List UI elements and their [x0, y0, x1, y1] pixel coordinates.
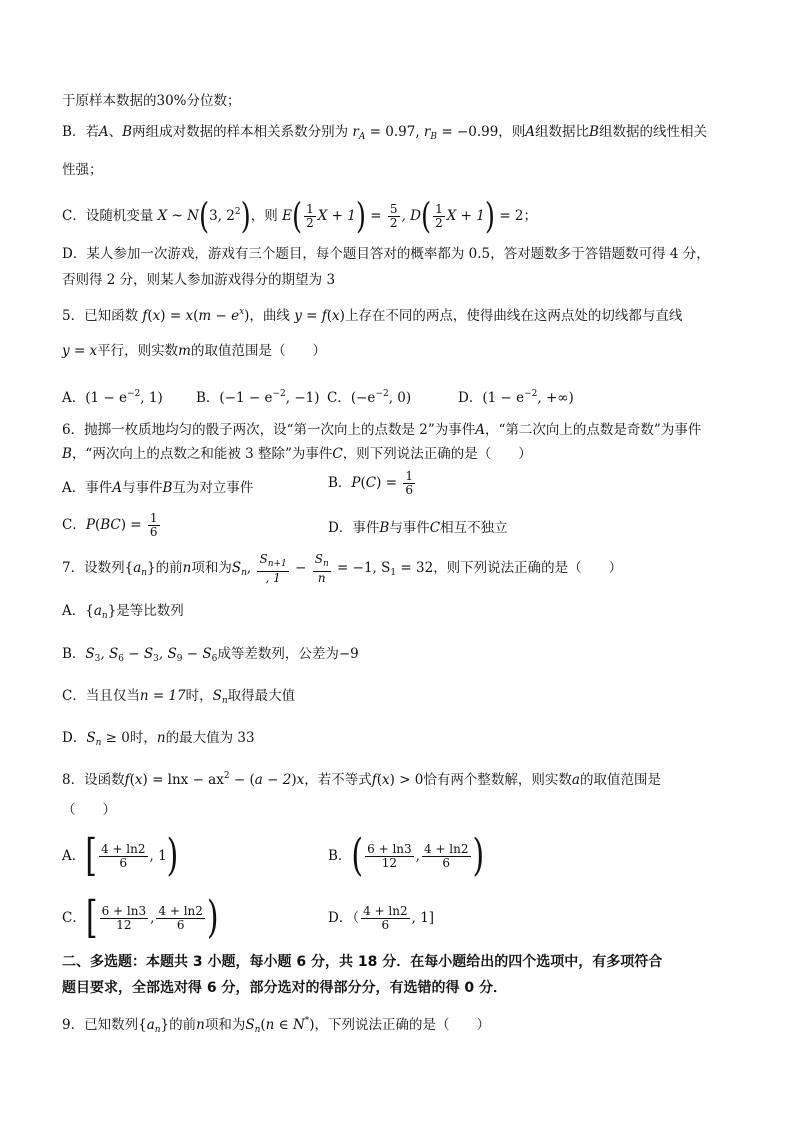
- q8-option-b: B．( $\frac{6 + \ln 3}{12}$ , $\frac{4 + \ln 2}{6}$ ): [328, 830, 485, 882]
- section-heading-cont: 题目要求，全部选对得 6 分，部分选对的得部分分，有选错的得 0 分．: [62, 980, 507, 996]
- q8-option-d: D．（ $\frac{4 + \ln 2}{6}$ , 1]: [328, 904, 435, 932]
- q5-option-b: B．($-1 - e^{-2}$, −1): [196, 389, 320, 406]
- question-6: 6．抛掷一枚质地均匀的骰子两次，设“第一次向上的点数是 2”为事件A，“第二次向上的点数是奇数”为事件: [62, 422, 702, 438]
- q4-option-c: C．设随机变量 X ~ N(3, $2^2$)，则 E( $\frac{1}{2}$ X + 1) = $\frac{5}{2}$ , D( $\frac{1}{2}$ X + 1) = 2；: [62, 196, 538, 237]
- text-line: 性强；: [62, 162, 103, 178]
- question-9: 9．已知数列$\{a_n\}$的前n项和为$S_n(n$ ∈ N*)，下列说法正确的是（ ）: [62, 1016, 491, 1035]
- question-8: 8．设函数$f(x) = \ln x - ax^2 - (a - 2)x$，若不等式f(x) > 0恰有两个整数解，则实数a的取值范围是: [62, 771, 661, 788]
- q7-option-d: D．$S_n \ge 0$时，n的最大值为 33: [62, 730, 255, 748]
- question-5: 5．已知函数 $f(x) = x(m - e^x)$，曲线 y = f(x)上存在不同的两点，使得曲线在这两点处的切线都与直线: [62, 307, 683, 324]
- question-7: 7．设数列$\{a_n\}$的前n项和为$S_n$, $\frac{S_{n+1}}{, 1}$ − $\frac{S_n}{n}$ = −1, $S_1 = 32$，则下列说法正确的是（ ）: [62, 551, 623, 585]
- question-5-cont: y = x平行，则实数m的取值范围是（ ）: [62, 343, 326, 359]
- text-line: 否则得 2 分，则某人参加游戏得分的期望为 3: [62, 272, 336, 288]
- q6-option-a: A．事件A与事件B互为对立事件: [62, 480, 254, 496]
- q5-option-a: A．($1 - e^{-2}$, 1): [62, 389, 163, 406]
- text-line: 于原样本数据的30%分位数；: [62, 93, 241, 109]
- q7-option-b: B．$S_3$, $S_6 - S_3$, $S_9 - S_6$成等差数列，公差为−9: [62, 646, 359, 664]
- q5-option-d: D．($1 - e^{-2}$, +∞): [458, 389, 574, 406]
- q7-option-a: A．$\{a_n\}$是等比数列: [62, 603, 184, 621]
- q6-option-c: C．P(BC) = $\frac{1}{6}$: [62, 511, 158, 539]
- q5-option-c: C．($-e^{-2}$, 0): [327, 389, 412, 406]
- q4-option-d: D．某人参加一次游戏，游戏有三个题目，每个题目答对的概率都为 0.5，答对题数多于答错题数可得 4 分，: [62, 246, 710, 262]
- q7-option-c: C．当且仅当n = 17时，$S_n$取得最大值: [62, 688, 296, 706]
- q4-option-b: B．若A、B两组成对数据的样本相关系数分别为 $r_A = 0.97$, $r_B = -0.99$，则A组数据比B组数据的线性相关: [62, 124, 707, 142]
- section-heading: 二、多选题：本题共 3 小题，每小题 6 分，共 18 分．在每小题给出的四个选项中，有多项符合: [62, 954, 663, 970]
- q8-option-a: A．[ $\frac{4 + \ln 2}{6}$ , 1): [62, 830, 179, 882]
- q6-option-d: D．事件B与事件C相互不独立: [328, 520, 508, 536]
- question-8-cont: （ ）: [62, 802, 116, 818]
- question-6-cont: B，“两次向上的点数之和能被 3 整除”为事件C，则下列说法正确的是（ ）: [62, 446, 532, 462]
- q6-option-b: B．P(C) = $\frac{1}{6}$: [328, 469, 413, 497]
- q8-option-c: C．[ $\frac{6 + \ln 3}{12}$ , $\frac{4 + \ln 2}{6}$ ): [62, 892, 219, 944]
